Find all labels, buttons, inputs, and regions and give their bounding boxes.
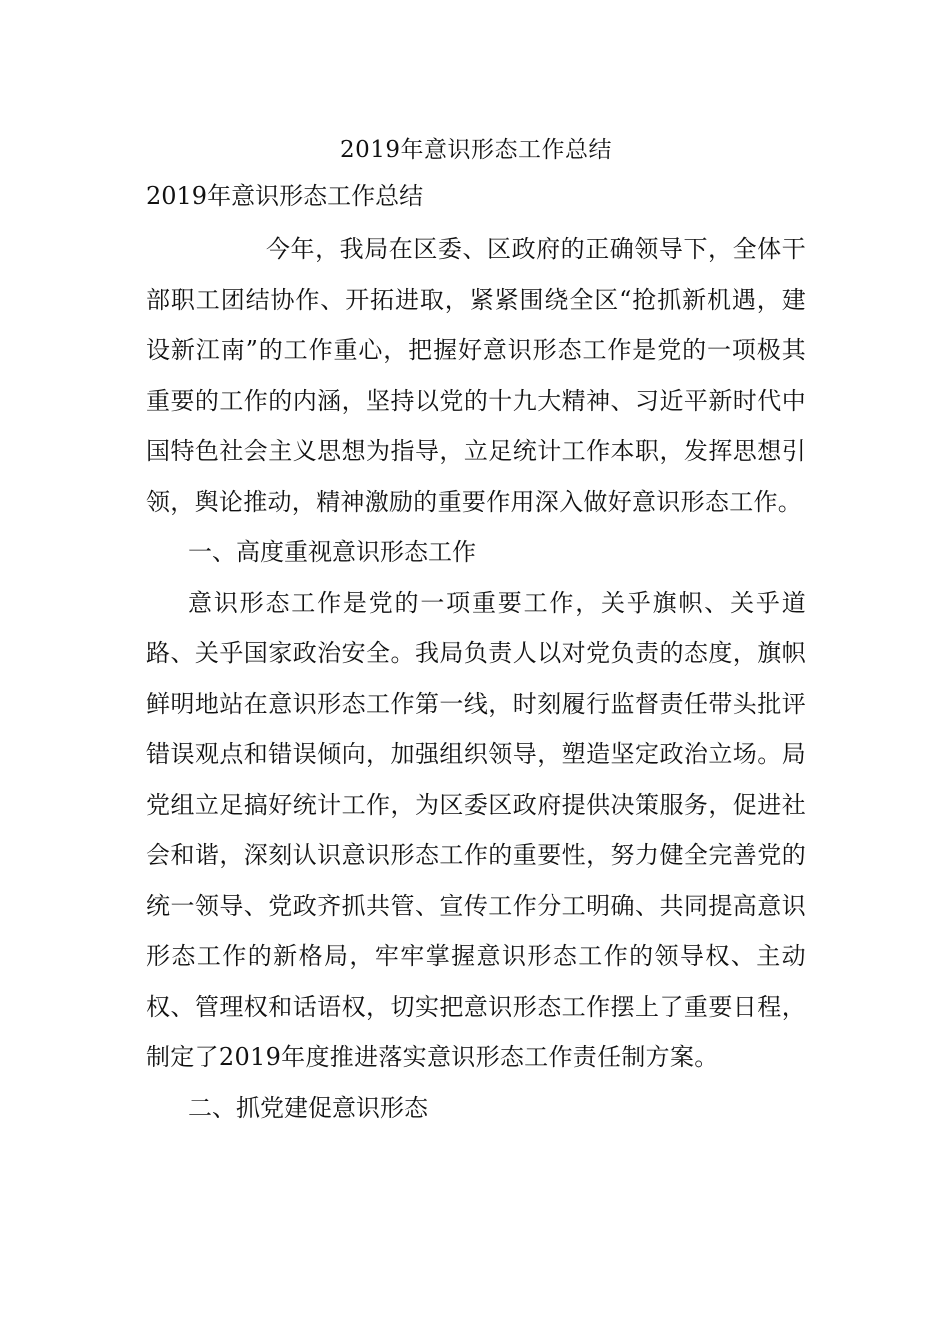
section-heading-1: 一、高度重视意识形态工作: [188, 538, 476, 566]
document-subtitle: 2019年意识形态工作总结: [146, 182, 424, 210]
intro-paragraph: 今年，我局在区委、区政府的正确领导下，全体干部职工团结协作、开拓进取，紧紧围绕全区“抢抓新机遇，建设新江南”的工作重心，把握好意识形态工作是党的一项极其重要的工作的内涵，坚持以党的十九大精神、习近平新时代中国特色社会主义思想为指导，立足统计工作本职，发挥思想引领，舆论推动，精神激励的重要作用深入做好意识形态工作。: [146, 235, 806, 516]
section-heading-2: 二、抓党建促意识形态: [188, 1093, 428, 1122]
document-title: 2019年意识形态工作总结: [339, 137, 613, 163]
document-body: [146, 128, 806, 1133]
section-1-paragraph: 意识形态工作是党的一项重要工作，关乎旗帜、关乎道路、关乎国家政治安全。我局负责人以对党负责的态度，旗帜鲜明地站在意识形态工作第一线，时刻履行监督责任带头批评错误观点和错误倾向，加强组织领导，塑造坚定政治立场。局党组立足搞好统计工作，为区委区政府提供决策服务，促进社会和谐，深刻认识意识形态工作的重要性，努力健全完善党的统一领导、党政齐抓共管、宣传工作分工明确、共同提高意识形态工作的新格局，牢牢掌握意识形态工作的领导权、主动权、管理权和话语权，切实把意识形态工作摆上了重要日程，制定了2019年度推进落实意识形态工作责任制方案。: [146, 588, 806, 1071]
